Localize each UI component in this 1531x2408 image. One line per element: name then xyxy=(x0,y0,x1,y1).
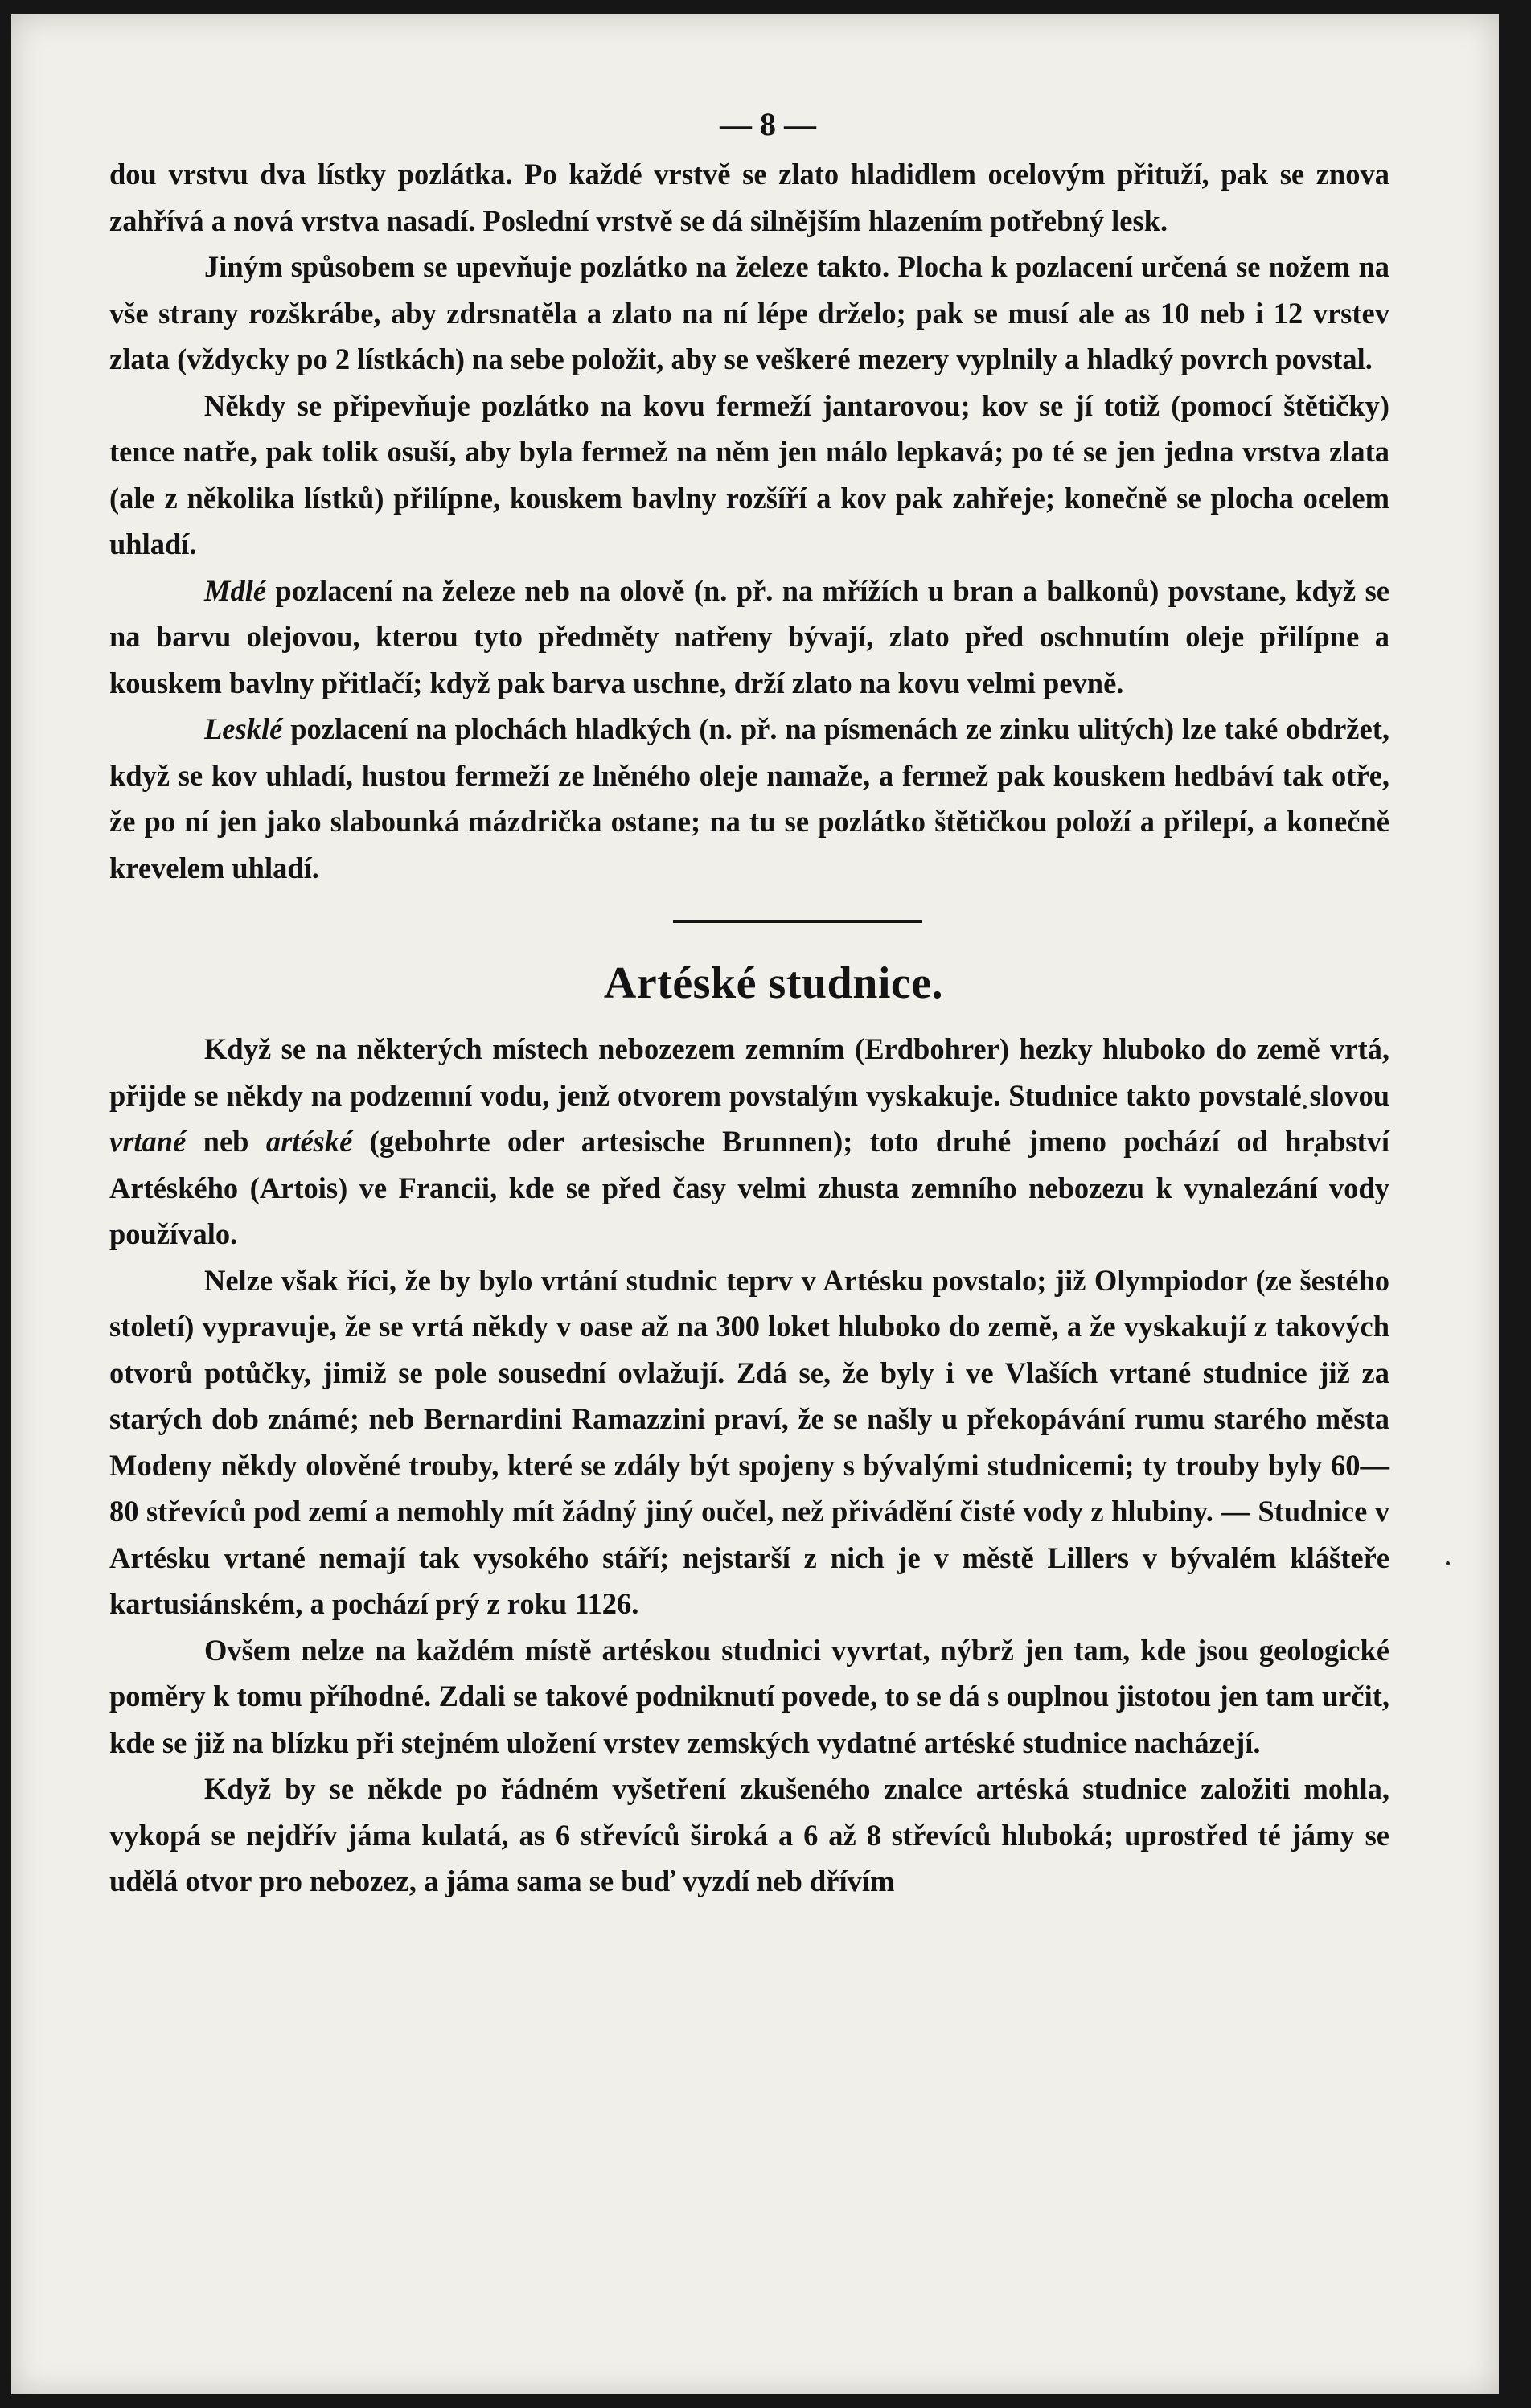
matte-text: pozlacení na železe neb na olově (n. př. na mřížích u bran a balkonů) povstane, když se na barvu olejovou, kterou tyto předměty natřeny bývají, zlato před oschnutím oleje přilípne a kouskem bavlny přitlačí; když pak barva uschne, drží zlato na kovu velmi pevně. xyxy=(109,573,1389,699)
section-title: Artéské studnice. xyxy=(603,958,944,1008)
section-divider xyxy=(673,920,922,923)
glossy-text: pozlacení na plochách hladkých (n. př. na písmenách ze zinku ulitých) lze také obdržet, když se kov uhladí, hustou fermeží ze lněného oleje namaže, a fermež pak kouskem hedbáví tak otře, že po ní jen jako slabounká mázdrička ostane; na tu se pozlátko štětičkou položí a přilepí, a konečně krevelem uhladí. xyxy=(109,712,1389,884)
term-glossy: Lesklé xyxy=(204,712,283,745)
paragraph-matte-gilding xyxy=(109,568,1389,707)
wells-text-2: neb xyxy=(186,1125,266,1158)
paragraph-drilled-wells xyxy=(109,1026,1389,1257)
paragraph-gilding-layers: dou vrstvu dva lístky pozlátka. Po každé vrstvě se zlato hladidlem ocelovým přituží, pak se znova zahřívá a nová vrstva nasadí. Poslední vrstvě se dá silnějším hlazením potřebný lesk. xyxy=(109,158,1389,237)
wells-text-1: Když se na některých místech nebozezem zemním (Erdbohrer) hezky hluboko do země vrtá, přijde se někdy na podzemní vodu, jenž otvorem povstalým vyskakuje. Studnice takto povstalé slovou xyxy=(109,1032,1389,1112)
paragraph-amber-varnish: Někdy se připevňuje pozlátko na kovu fermeží jantarovou; kov se jí totiž (pomocí štětičky) tence natře, pak tolik osuší, aby byla fermež na něm jen málo lepkavá; po té se jen jedna vrstva zlata (ale z několika lístků) přilípne, kouskem bavlny rozšíří a kov pak zahřeje; konečně se plocha ocelem uhladí. xyxy=(109,388,1389,560)
wells-text-3: (gebohrte oder artesische Brunnen); toto druhé jmeno pochází od hrabství Artéského (Artois) ve Francii, kde se před časy velmi zhusta zemního nebozezu k vynalezání vody používalo. xyxy=(109,1125,1389,1250)
paragraph-construction: Když by se někde po řádném vyšetření zkušeného znalce artéská studnice založiti mohla, vykopá se nejdřív jáma kulatá, as 6 střevíců široká a 6 až 8 střevíců hluboká; uprostřed té jámy se udělá otvor pro nebozez, a jáma sama se buď vyzdí neb dřívím xyxy=(109,1772,1389,1897)
ink-speck xyxy=(1446,1561,1450,1565)
paragraph-geology: Ovšem nelze na každém místě artéskou studnici vyvrtat, nýbrž jen tam, kde jsou geologické poměry k tomu příhodné. Zdali se takové podniknutí povede, to se dá s ouplnou jistotou jen tam určit, kde se již na blízku při stejném uložení vrstev zemských vydatné artéské studnice nacházejí. xyxy=(109,1633,1389,1759)
paragraph-history: Nelze však říci, že by bylo vrtání studnic teprv v Artésku povstalo; již Olympiodor (ze šestého století) vypravuje, že se vrtá někdy v oase až na 300 loket hluboko do země, a že vyskakují z takových otvorů potůčky, jimiž se pole sousední ovlažují. Zdá se, že byly i ve Vlaších vrtané studnice již za starých dob známé; neb Bernardini Ramazzini praví, že se našly u překopávání rumu starého města Modeny někdy olověné trouby, které se zdály být spojeny s bývalými studnicemi; ty trouby byly 60—80 střevíců pod zemí a nemohly mít žádný jiný oučel, než přivádění čisté vody z hlubiny. — Studnice v Artésku vrtané nemají tak vysokého stáří; nejstarší z nich je v městě Lillers v bývalém klášteře kartusiánském, a pochází prý z roku 1126. xyxy=(109,1263,1389,1620)
page-content xyxy=(109,105,1389,1905)
term-matte: Mdlé xyxy=(204,573,267,607)
term-artesian: artéské xyxy=(265,1125,353,1158)
paragraph-iron-gilding: Jiným spůsobem se upevňuje pozlátko na železe takto. Plocha k pozlacení určená se nožem na vše strany rozškrábe, aby zdrsnatěla a zlato na ní lépe drželo; pak se musí ale as 10 neb i 12 vrstev zlata (vždycky po 2 lístkách) na sebe položit, aby se veškeré mezery vyplnily a hladký povrch povstal. xyxy=(109,250,1389,375)
page-number: — 8 — xyxy=(720,106,816,142)
term-drilled: vrtané xyxy=(109,1125,187,1158)
paragraph-glossy-gilding xyxy=(109,706,1389,891)
